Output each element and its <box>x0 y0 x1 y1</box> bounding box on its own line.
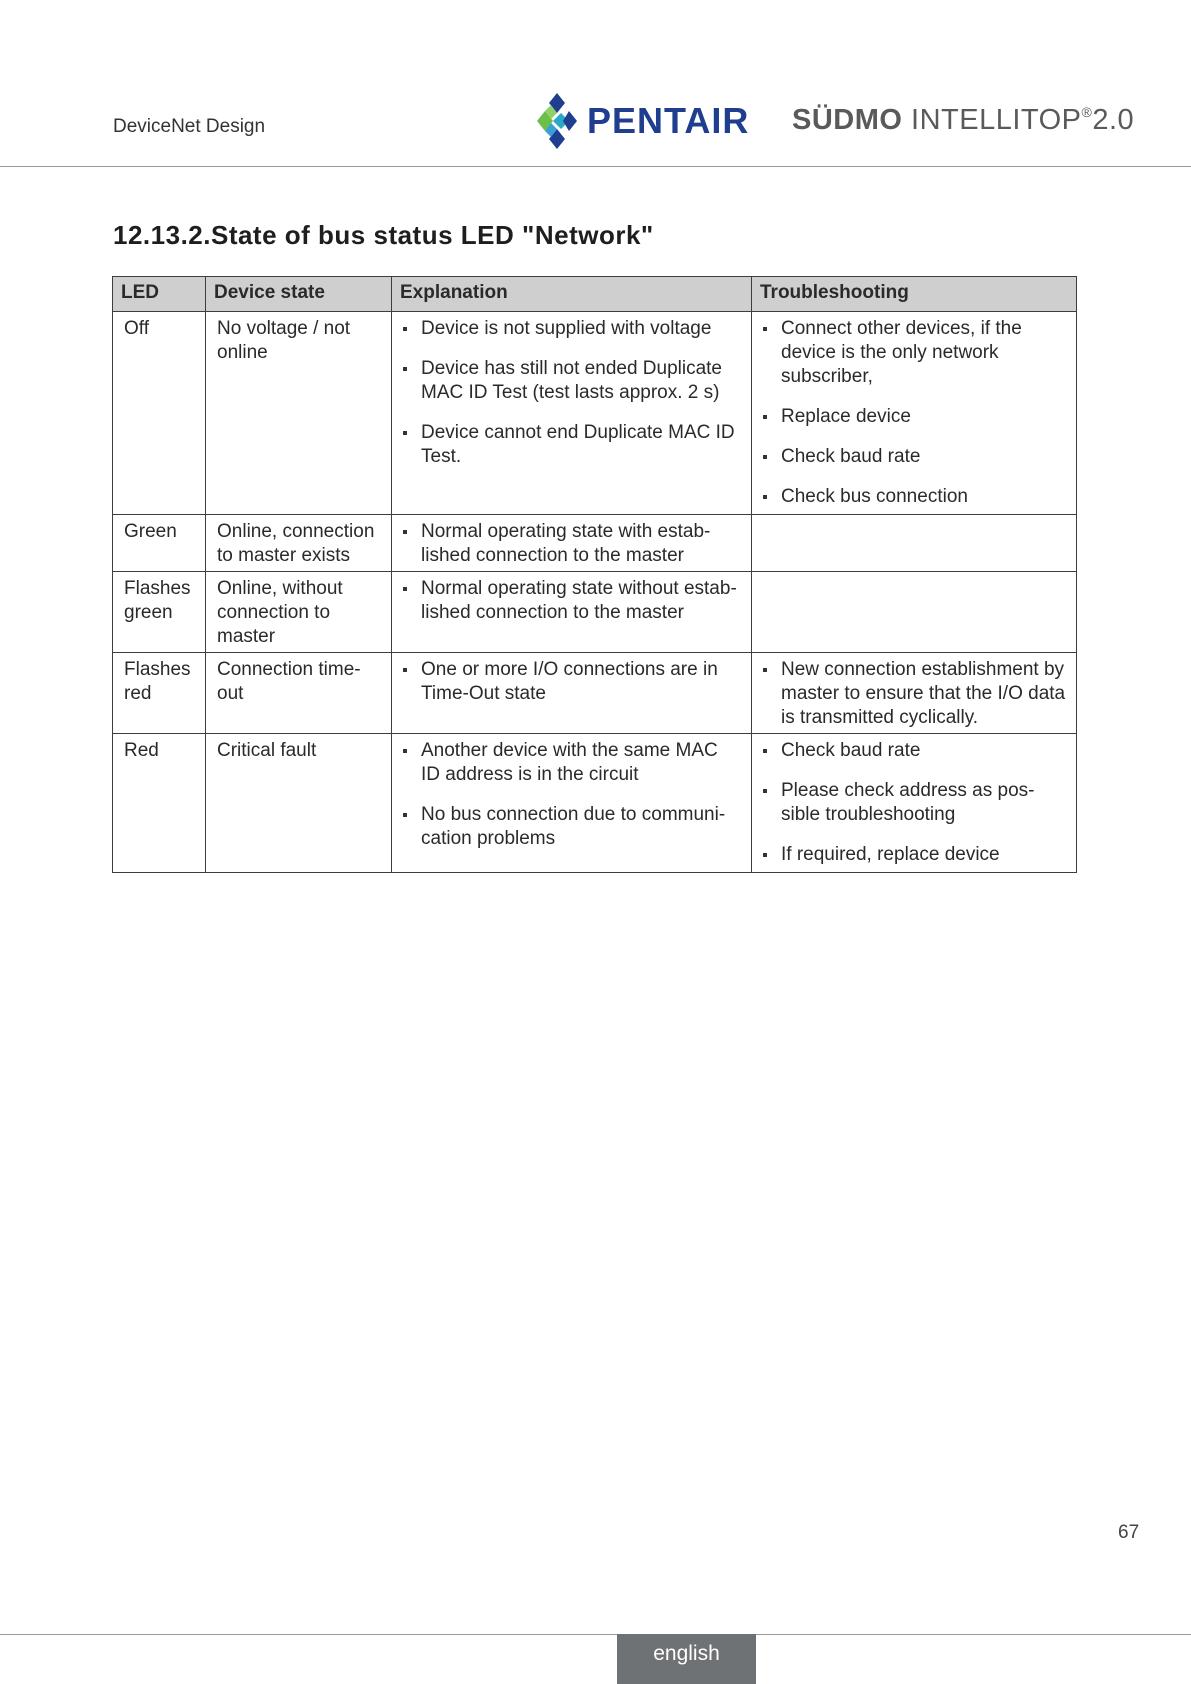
troubleshooting-cell <box>752 572 1077 653</box>
pentair-logo-icon <box>535 93 579 149</box>
led-state-table <box>112 276 1077 873</box>
list-item: Check baud rate <box>763 445 1066 469</box>
led-cell: Off <box>113 312 206 515</box>
device-state-cell: Online, without connection to master <box>206 572 392 653</box>
column-header-explanation: Explanation <box>392 277 752 312</box>
list-item: Device cannot end Duplicate MAC ID Test. <box>403 421 741 469</box>
column-header-troubleshooting: Troubleshooting <box>752 277 1077 312</box>
table-row <box>113 734 1077 873</box>
page-number: 67 <box>1118 1522 1140 1543</box>
list-item: Normal operating state without estab-lished connection to the master <box>403 577 741 625</box>
list-item: Please check address as pos-sible troubleshooting <box>763 779 1066 827</box>
brand-name: PENTAIR <box>587 100 750 141</box>
led-cell: Green <box>113 515 206 572</box>
header-section-title: DeviceNet Design <box>113 116 266 137</box>
list-item: Another device with the same MAC ID address is in the circuit <box>403 739 741 787</box>
troubleshooting-cell <box>752 734 1077 873</box>
explanation-cell <box>392 653 752 734</box>
led-cell: Flashes red <box>113 653 206 734</box>
explanation-cell <box>392 734 752 873</box>
troubleshooting-cell <box>752 653 1077 734</box>
table-row <box>113 653 1077 734</box>
list-item: Connect other devices, if the device is the only network subscriber, <box>763 317 1066 389</box>
explanation-cell <box>392 312 752 515</box>
list-item: If required, replace device <box>763 843 1066 867</box>
header-divider <box>0 166 1191 167</box>
list-item: Check bus connection <box>763 485 1066 509</box>
list-item: Normal operating state with estab-lished connection to the master <box>403 520 741 568</box>
led-cell: Red <box>113 734 206 873</box>
device-state-cell: Connection time-out <box>206 653 392 734</box>
led-cell: Flashes green <box>113 572 206 653</box>
product-name-bold: SÜDMO <box>792 104 903 136</box>
table-row <box>113 312 1077 515</box>
footer-divider <box>0 1634 1191 1635</box>
list-item: No bus connection due to communi-cation problems <box>403 803 741 851</box>
pentair-logo <box>535 93 749 149</box>
list-item: Device has still not ended Duplicate MAC ID Test (test lasts approx. 2 s) <box>403 357 741 405</box>
troubleshooting-cell <box>752 312 1077 515</box>
registered-mark: ® <box>1081 104 1093 120</box>
explanation-cell <box>392 515 752 572</box>
product-name-rest: INTELLITOP <box>911 104 1082 136</box>
device-state-cell: Online, connection to master exists <box>206 515 392 572</box>
column-header-device-state: Device state <box>206 277 392 312</box>
list-item: New connection establishment by master to ensure that the I/O data is transmitted cyclically. <box>763 658 1066 730</box>
language-tab: english <box>617 1634 756 1684</box>
table-header-row <box>113 277 1077 312</box>
column-header-led: LED <box>113 277 206 312</box>
table-row <box>113 572 1077 653</box>
table-row <box>113 515 1077 572</box>
list-item: Replace device <box>763 405 1066 429</box>
device-state-cell: Critical fault <box>206 734 392 873</box>
product-version: 2.0 <box>1092 104 1135 136</box>
page-title: 12.13.2.State of bus status LED "Network" <box>113 220 654 250</box>
explanation-cell <box>392 572 752 653</box>
device-state-cell: No voltage / not online <box>206 312 392 515</box>
list-item: Check baud rate <box>763 739 1066 763</box>
product-name <box>792 104 1134 137</box>
list-item: Device is not supplied with voltage <box>403 317 741 341</box>
list-item: One or more I/O connections are in Time-Out state <box>403 658 741 706</box>
troubleshooting-cell <box>752 515 1077 572</box>
